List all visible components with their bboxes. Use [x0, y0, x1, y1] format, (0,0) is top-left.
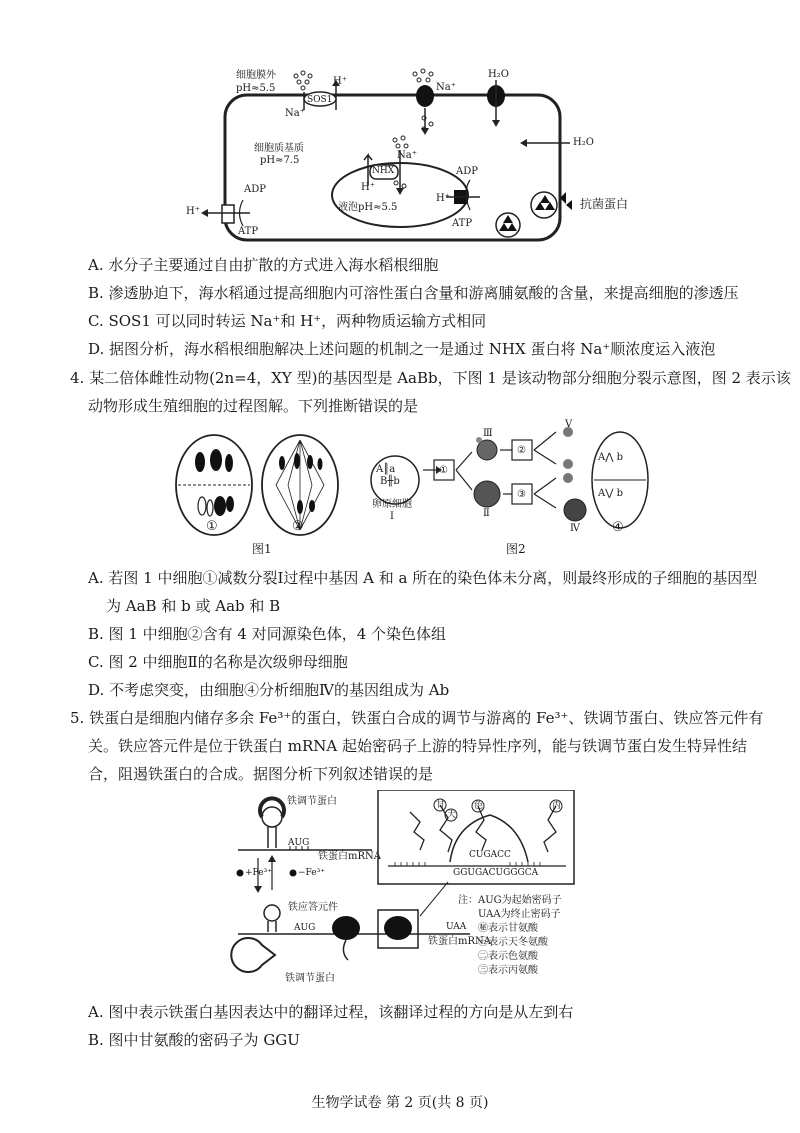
fig1-cell-1: ①	[206, 519, 218, 534]
h2o-right-label: H₂O	[573, 137, 594, 148]
matrix-label: 细胞质基质	[254, 143, 304, 154]
page-footer: 生物学试卷 第 2 页(共 8 页)	[311, 1095, 489, 1111]
fig2-step-2: ②	[517, 445, 526, 456]
adp-label: ADP	[456, 166, 478, 177]
label-ire: 铁应答元件	[288, 902, 338, 913]
label-minus-fe: −Fe³⁺	[298, 868, 325, 878]
label-plus-fe: +Fe³⁺	[245, 868, 272, 878]
fig2-step-1: ①	[439, 465, 448, 476]
mrna-sequence: GGUGACUGGGCA	[453, 868, 539, 878]
nhx-label: NHX	[372, 166, 395, 176]
adp-label-2: ADP	[244, 184, 266, 195]
fig2-roman-iv: Ⅳ	[570, 523, 580, 534]
label-mrna-1: 铁蛋白mRNA	[318, 851, 381, 862]
q3-option-a: A. 水分子主要通过自由扩散的方式进入海水稻根细胞	[88, 256, 439, 274]
q4-option-a: A. 若图 1 中细胞①减数分裂Ⅰ过程中基因 A 和 a 所在的染色体未分离，则最终形成的子细胞的基因型	[88, 569, 758, 587]
atp-label: ATP	[452, 218, 473, 229]
aa-ala: 丙	[552, 801, 562, 811]
fig2-roman-i: Ⅰ	[390, 511, 394, 522]
h-plus-label-3: H⁺	[436, 193, 450, 204]
q3-option-b: B. 渗透胁迫下，海水稻通过提高细胞内可溶性蛋白含量和游离脯氨酸的含量，来提高细胞的渗透压	[88, 284, 739, 302]
h-plus-label-4: H⁺	[186, 206, 200, 217]
atp-label-2: ATP	[238, 226, 259, 237]
h-plus-label: H⁺	[333, 76, 347, 87]
q5-option-a: A. 图中表示铁蛋白基因表达中的翻译过程，该翻译过程的方向是从左到右	[88, 1003, 574, 1021]
q4-stem-1: 4. 某二倍体雌性动物(2n=4，XY 型)的基因型是 AaBb，下图 1 是该动物部分细胞分裂示意图，图 2 表示该	[70, 369, 791, 387]
note-line-5: ㊁表示色氨酸	[478, 951, 538, 962]
note-line-1: 注：AUG为起始密码子	[458, 895, 562, 906]
anticodon-label: CUGACC	[469, 850, 511, 860]
q5-stem-2: 关。铁应答元件是位于铁蛋白 mRNA 起始密码子上游的特异性序列，能与铁调节蛋白发生特异性结	[88, 737, 748, 755]
fig1-cell-2: ②	[292, 519, 304, 534]
aa-gly: 甘	[436, 800, 446, 810]
fig2-cell4-bottom: A⋁ b	[598, 488, 624, 499]
fig2-step-3: ③	[517, 489, 526, 500]
q4-stem-2: 动物形成生殖细胞的过程图解。下列推断错误的是	[88, 397, 419, 415]
na-plus-label: Na⁺	[285, 108, 305, 119]
figure-notes	[458, 894, 562, 978]
label-mrna-2: 铁蛋白mRNA	[428, 936, 491, 947]
h-plus-label-2: H⁺	[361, 182, 375, 193]
fig2-roman-iii: Ⅲ	[483, 428, 493, 439]
na-plus-label-3: Na⁺	[397, 150, 417, 161]
na-plus-label-2: Na⁺	[436, 82, 456, 93]
fig2-genes-a: A║a	[376, 464, 396, 475]
fig2-genes-b: B╫b	[380, 476, 400, 487]
q5-stem-1: 5. 铁蛋白是细胞内储存多余 Fe³⁺的蛋白，铁蛋白合成的调节与游离的 Fe³⁺、铁调节蛋白、铁应答元件有	[70, 709, 764, 727]
h2o-top-label: H₂O	[488, 69, 509, 80]
fig2-oogonium: 卵原细胞	[372, 499, 412, 510]
fig2-roman-v: Ⅴ	[565, 419, 573, 430]
note-line-6: ㊂表示丙氨酸	[478, 965, 538, 976]
label-aug-2: AUG	[294, 923, 316, 933]
meiosis-figures	[0, 425, 800, 550]
cell-transport-figure	[0, 0, 800, 250]
fig2-roman-ii: Ⅱ	[483, 508, 490, 519]
q4-option-b: B. 图 1 中细胞②含有 4 对同源染色体，4 个染色体组	[88, 625, 447, 643]
ferritin-translation-figure	[0, 790, 800, 990]
antibacterial-label: 抗菌蛋白	[580, 197, 629, 211]
note-line-3: ㊙表示甘氨酸	[478, 923, 538, 934]
q4-option-a-cont: 为 AaB 和 b 或 Aab 和 B	[106, 597, 281, 615]
q4-option-d: D. 不考虑突变，由细胞④分析细胞Ⅳ的基因组成为 Ab	[88, 681, 450, 699]
outside-ph: pH≈5.5	[236, 83, 276, 94]
q3-option-c: C. SOS1 可以同时转运 Na⁺和 H⁺，两种物质运输方式相同	[88, 312, 487, 330]
note-line-2: UAA为终止密码子	[478, 909, 561, 920]
label-aug-1: AUG	[288, 838, 310, 848]
vacuole-ph: 液泡pH≈5.5	[338, 202, 398, 213]
q3-option-d: D. 据图分析，海水稻根细胞解决上述问题的机制之一是通过 NHX 蛋白将 Na⁺顺浓度运入液泡	[88, 340, 716, 358]
q5-option-b: B. 图中甘氨酸的密码子为 GGU	[88, 1031, 300, 1049]
fig2-caption: 图2	[506, 542, 526, 556]
fig2-cell-4: ④	[612, 520, 624, 535]
aa-ser: 色	[474, 801, 484, 811]
q5-stem-3: 合，阻遏铁蛋白的合成。据图分析下列叙述错误的是	[88, 765, 434, 783]
q4-option-c: C. 图 2 中细胞Ⅱ的名称是次级卵母细胞	[88, 653, 348, 671]
label-regulator-top: 铁调节蛋白	[287, 796, 337, 807]
matrix-ph: pH≈7.5	[260, 155, 300, 166]
aa-asp: 天	[447, 810, 457, 820]
sos1-label: SOS1	[307, 95, 333, 105]
fig2-cell4-top: A⋀ b	[598, 452, 624, 463]
label-uaa: UAA	[446, 922, 467, 932]
outside-label: 细胞膜外	[236, 70, 276, 81]
label-regulator-bottom: 铁调节蛋白	[285, 973, 335, 984]
fig1-caption: 图1	[252, 542, 272, 556]
note-line-4: ㊀表示天冬氨酸	[478, 937, 548, 948]
